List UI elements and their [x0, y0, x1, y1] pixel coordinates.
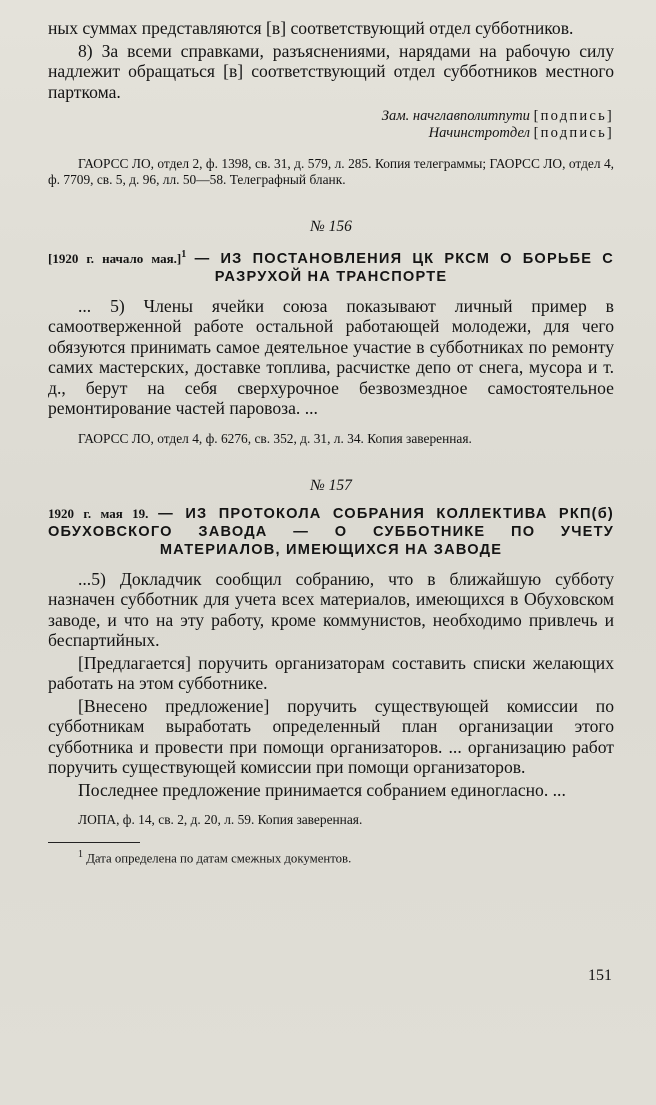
doc-156-date: [1920 г. начало мая.] [48, 250, 182, 266]
doc-156-number: № 156 [310, 218, 352, 235]
signature-line-1 [48, 108, 614, 125]
prev-doc-source: ГАОРСС ЛО, отдел 2, ф. 1398, св. 31, д. 579, л. 285. Копия телеграммы; ГАОРСС ЛО, отдел 4, ф. 7709, св. 5, д. 96, лл. 50—58. Телеграфный бланк. [48, 156, 614, 187]
doc-156-source: ГАОРСС ЛО, отдел 4, ф. 6276, св. 352, д. 31, л. 34. Копия заверенная. [78, 430, 472, 446]
signature-2-role: Начинстротдел [428, 125, 530, 141]
signature-1-mark: [подпись] [533, 108, 614, 124]
signatures [48, 108, 614, 142]
doc-157-paragraph-2: [Предлагается] поручить организаторам составить списки желающих работать на этом субботнике. [48, 652, 614, 694]
signature-2-mark: [подпись] [533, 125, 614, 141]
prev-doc-paragraph-8: 8) За всеми справками, разъяснениями, нарядами на рабочую силу надлежит обращаться [в] соответствующий отдел субботников местного парткома. [48, 40, 614, 102]
page-number: 151 [588, 967, 612, 984]
footnote [48, 847, 614, 866]
doc-157-paragraph-4: Последнее предложение принимается собранием единогласно. ... [78, 779, 566, 800]
doc-157-paragraph-3: [Внесено предложение] поручить существующей комиссии по субботникам выработать определенный план организации этого субботника и провести при помощи организаторов. ... организацию работ поручить существующей комиссии при помощи организаторов. [48, 695, 614, 778]
page-content [48, 18, 614, 867]
doc-157-number: № 157 [310, 476, 352, 494]
doc-157-date: 1920 г. мая 19. [48, 505, 149, 521]
prev-doc-paragraph-7-tail: ных суммах представляются [в] соответствующий отдел субботников. [48, 18, 574, 38]
footnote-text: Дата определена по датам смежных документов. [86, 851, 352, 866]
doc-156-heading [48, 246, 614, 286]
doc-157-title: — ИЗ ПРОТОКОЛА СОБРАНИЯ КОЛЛЕКТИВА РКП(б) ОБУХОВСКОГО ЗАВОДА — О СУББОТНИКЕ ПО УЧЕТУ МАТЕРИАЛОВ, ИМЕЮЩИХСЯ НА ЗАВОДЕ [48, 505, 614, 558]
signature-1-role: Зам. начглавполитпути [381, 108, 530, 124]
footnote-divider [48, 842, 140, 843]
doc-156-text: ... 5) Члены ячейки союза показывают личный пример в самоотверженной работе остальной работающей молодежи, для чего обязуются принимать самое деятельное участие в субботниках по ремонту самих мастерских, доставке топлива, расчистке депо от снега, мусора и т. д., берут на себя сверхурочное безвозмездное самостоятельное ремонтирование частей паровоза. ... [48, 295, 614, 419]
doc-156-footnote-ref: 1 [181, 249, 187, 260]
signature-line-2 [48, 125, 614, 142]
doc-157-heading [48, 505, 614, 559]
footnote-mark: 1 [78, 849, 83, 861]
doc-156-title: — ИЗ ПОСТАНОВЛЕНИЯ ЦК РКСМ О БОРЬБЕ С РАЗРУХОЙ НА ТРАНСПОРТЕ [194, 250, 614, 285]
doc-157-paragraph-1: ...5) Докладчик сообщил собранию, что в ближайшую субботу назначен субботник для учета всех материалов, имеющихся в Обуховском заводе, и что на эту работу, кроме коммунистов, необходимо привлечь и беспартийных. [48, 568, 614, 651]
doc-157-source: ЛОПА, ф. 14, св. 2, д. 20, л. 59. Копия заверенная. [78, 812, 363, 828]
